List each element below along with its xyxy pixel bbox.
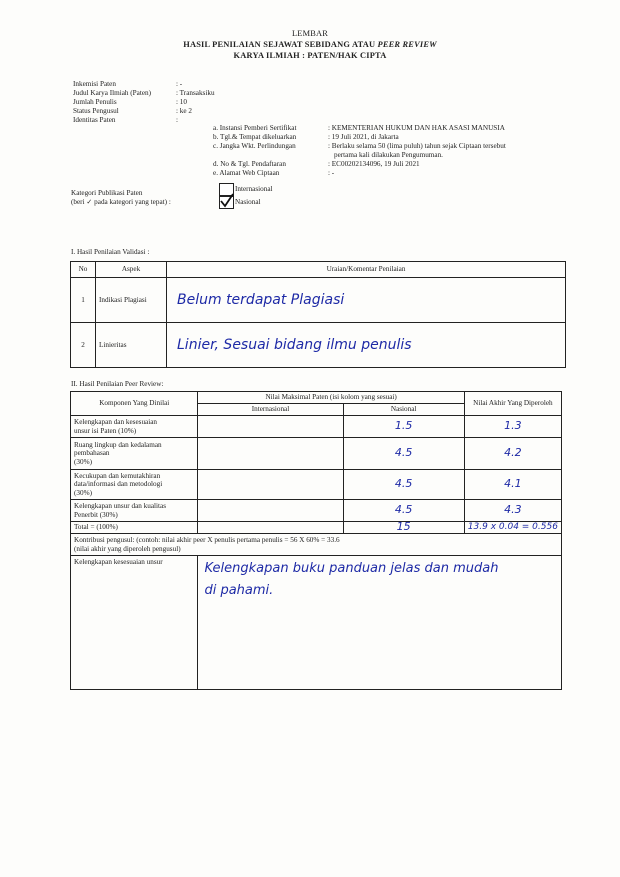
row-komentar-handwritten: Belum terdapat Plagiasi	[167, 278, 566, 323]
table-row	[71, 323, 566, 368]
komponen-line: data/informasi dan metodologi	[74, 480, 163, 489]
detail-value-d: : EC00202134096, 19 Juli 2021	[328, 160, 420, 168]
total-nasional-handwritten: 15	[343, 522, 464, 534]
header-uraian: Uraian/Komentar Penilaian	[167, 262, 566, 278]
detail-value-e: : -	[328, 169, 335, 177]
header-no: No	[71, 262, 96, 278]
row-komentar-handwritten: Linier, Sesuai bidang ilmu penulis	[167, 323, 566, 368]
identity-label-4: Identitas Paten	[73, 116, 116, 124]
komponen-line: Kelengkapan dan kesesuaian	[74, 418, 158, 426]
catatan-line-1: Kelengkapan buku panduan jelas dan mudah	[204, 561, 499, 576]
header-komponen: Komponen Yang Dinilai	[71, 392, 198, 416]
catatan-line-2: di pahami.	[204, 583, 274, 598]
detail-label-d: d. No & Tgl. Pendaftaran	[213, 160, 286, 168]
header-nilai-maksimal: Nilai Maksimal Paten (isi kolom yang sesuai)	[198, 392, 464, 404]
check-mark-icon	[219, 193, 234, 208]
akhir-cell-handwritten: 4.3	[464, 500, 561, 522]
kategori-instruction: (beri ✓ pada kategori yang tepat) :	[71, 198, 171, 206]
validation-table	[70, 261, 566, 368]
detail-label-e: e. Alamat Web Ciptaan	[213, 169, 280, 177]
doc-heading-title-text: HASIL PENILAIAN SEJAWAT SEBIDANG ATAU	[183, 40, 378, 49]
komponen-line: Penerbit (30%)	[74, 510, 118, 519]
identity-label-2: Jumlah Penulis	[73, 98, 117, 106]
komponen-cell	[71, 470, 198, 500]
doc-heading-subtitle: KARYA ILMIAH : PATEN/HAK CIPTA	[233, 51, 387, 60]
internasional-cell	[198, 470, 343, 500]
akhir-cell-handwritten: 4.2	[464, 438, 561, 470]
nasional-cell-handwritten: 4.5	[343, 438, 464, 470]
internasional-cell	[198, 500, 343, 522]
total-akhir-handwritten: 13.9 x 0.04 = 0.556	[464, 522, 561, 534]
doc-heading-title-italic: PEER REVIEW	[377, 40, 437, 49]
total-internasional	[198, 522, 343, 534]
komponen-line: pembahasan	[74, 449, 110, 458]
catatan-handwritten	[198, 556, 562, 690]
doc-heading-title	[0, 40, 620, 49]
identity-label-1: Judul Karya Ilmiah (Paten)	[73, 89, 152, 97]
kontribusi-line-1: Kontribusi pengusul: (contoh: nilai akhir peer X penulis pertama penulis = 56 X 60% = 33.6	[74, 536, 340, 544]
komponen-cell	[71, 438, 198, 470]
total-row	[71, 522, 562, 534]
nasional-cell-handwritten: 1.5	[343, 416, 464, 438]
komponen-cell	[71, 416, 198, 438]
section-2-title: II. Hasil Penilaian Peer Review:	[71, 380, 164, 388]
table-row	[71, 470, 562, 500]
catatan-label: Kelengkapan kesesuaian unsur	[71, 556, 198, 690]
total-label: Total = (100%)	[71, 522, 198, 534]
komponen-line: Kecukupan dan kemutakhiran	[74, 471, 161, 480]
checkbox-internasional-label: Internasional	[235, 185, 273, 193]
table-row	[71, 416, 562, 438]
table-row	[71, 438, 562, 470]
akhir-cell-handwritten: 1.3	[464, 416, 561, 438]
detail-label-c: c. Jangka Wkt. Perlindungan	[213, 142, 296, 150]
detail-value-c2: pertama kali dilakukan Pengumuman.	[334, 151, 443, 159]
doc-heading-lembar: LEMBAR	[291, 29, 329, 38]
peer-review-table	[70, 391, 562, 690]
catatan-row	[71, 556, 562, 690]
validation-table-header	[71, 262, 566, 278]
nasional-cell-handwritten: 4.5	[343, 470, 464, 500]
detail-label-a: a. Instansi Pemberi Sertifikat	[213, 124, 297, 132]
kontribusi-cell	[71, 534, 562, 556]
komponen-cell	[71, 500, 198, 522]
identity-label-3: Status Pengusul	[73, 107, 119, 115]
identity-value-4: :	[176, 116, 178, 124]
header-aspek: Aspek	[96, 262, 167, 278]
section-1-title: I. Hasil Penilaian Validasi :	[71, 248, 150, 256]
komponen-line: unsur isi Paten (10%)	[74, 426, 137, 435]
row-aspek: Indikasi Plagiasi	[96, 278, 167, 323]
internasional-cell	[198, 438, 343, 470]
detail-value-a: : KEMENTERIAN HUKUM DAN HAK ASASI MANUSIA	[328, 124, 505, 132]
table-row	[71, 500, 562, 522]
header-internasional: Internasional	[198, 404, 343, 416]
identity-value-0: : -	[176, 80, 183, 88]
peer-table-header-top	[71, 392, 562, 404]
detail-value-c: : Berlaku selama 50 (lima puluh) tahun sejak Ciptaan tersebut	[328, 142, 506, 150]
identity-value-1: : Transaksiku	[176, 89, 215, 97]
kontribusi-row	[71, 534, 562, 556]
row-aspek: Linieritas	[96, 323, 167, 368]
table-row	[71, 278, 566, 323]
identity-label-0: Inkemisi Paten	[73, 80, 116, 88]
komponen-line: (30%)	[74, 488, 92, 497]
row-no: 2	[71, 323, 96, 368]
header-nilai-akhir: Nilai Akhir Yang Diperoleh	[464, 392, 561, 416]
komponen-line: Ruang lingkup dan kedalaman	[74, 440, 162, 449]
detail-value-b: : 19 Juli 2021, di Jakarta	[328, 133, 399, 141]
akhir-cell-handwritten: 4.1	[464, 470, 561, 500]
komponen-line: (30%)	[74, 457, 92, 466]
internasional-cell	[198, 416, 343, 438]
identity-value-3: : ke 2	[176, 107, 192, 115]
identity-value-2: : 10	[176, 98, 187, 106]
checkbox-nasional[interactable]	[219, 196, 234, 209]
nasional-cell-handwritten: 4.5	[343, 500, 464, 522]
row-no: 1	[71, 278, 96, 323]
kategori-label: Kategori Publikasi Paten	[71, 189, 143, 197]
detail-label-b: b. Tgl.& Tempat dikeluarkan	[213, 133, 297, 141]
kontribusi-line-2: (nilai akhir yang diperoleh pengusul)	[74, 544, 181, 553]
header-nasional: Nasional	[343, 404, 464, 416]
checkbox-nasional-label: Nasional	[235, 198, 261, 206]
komponen-line: Kelengkapan unsur dan kualitas	[74, 502, 167, 510]
